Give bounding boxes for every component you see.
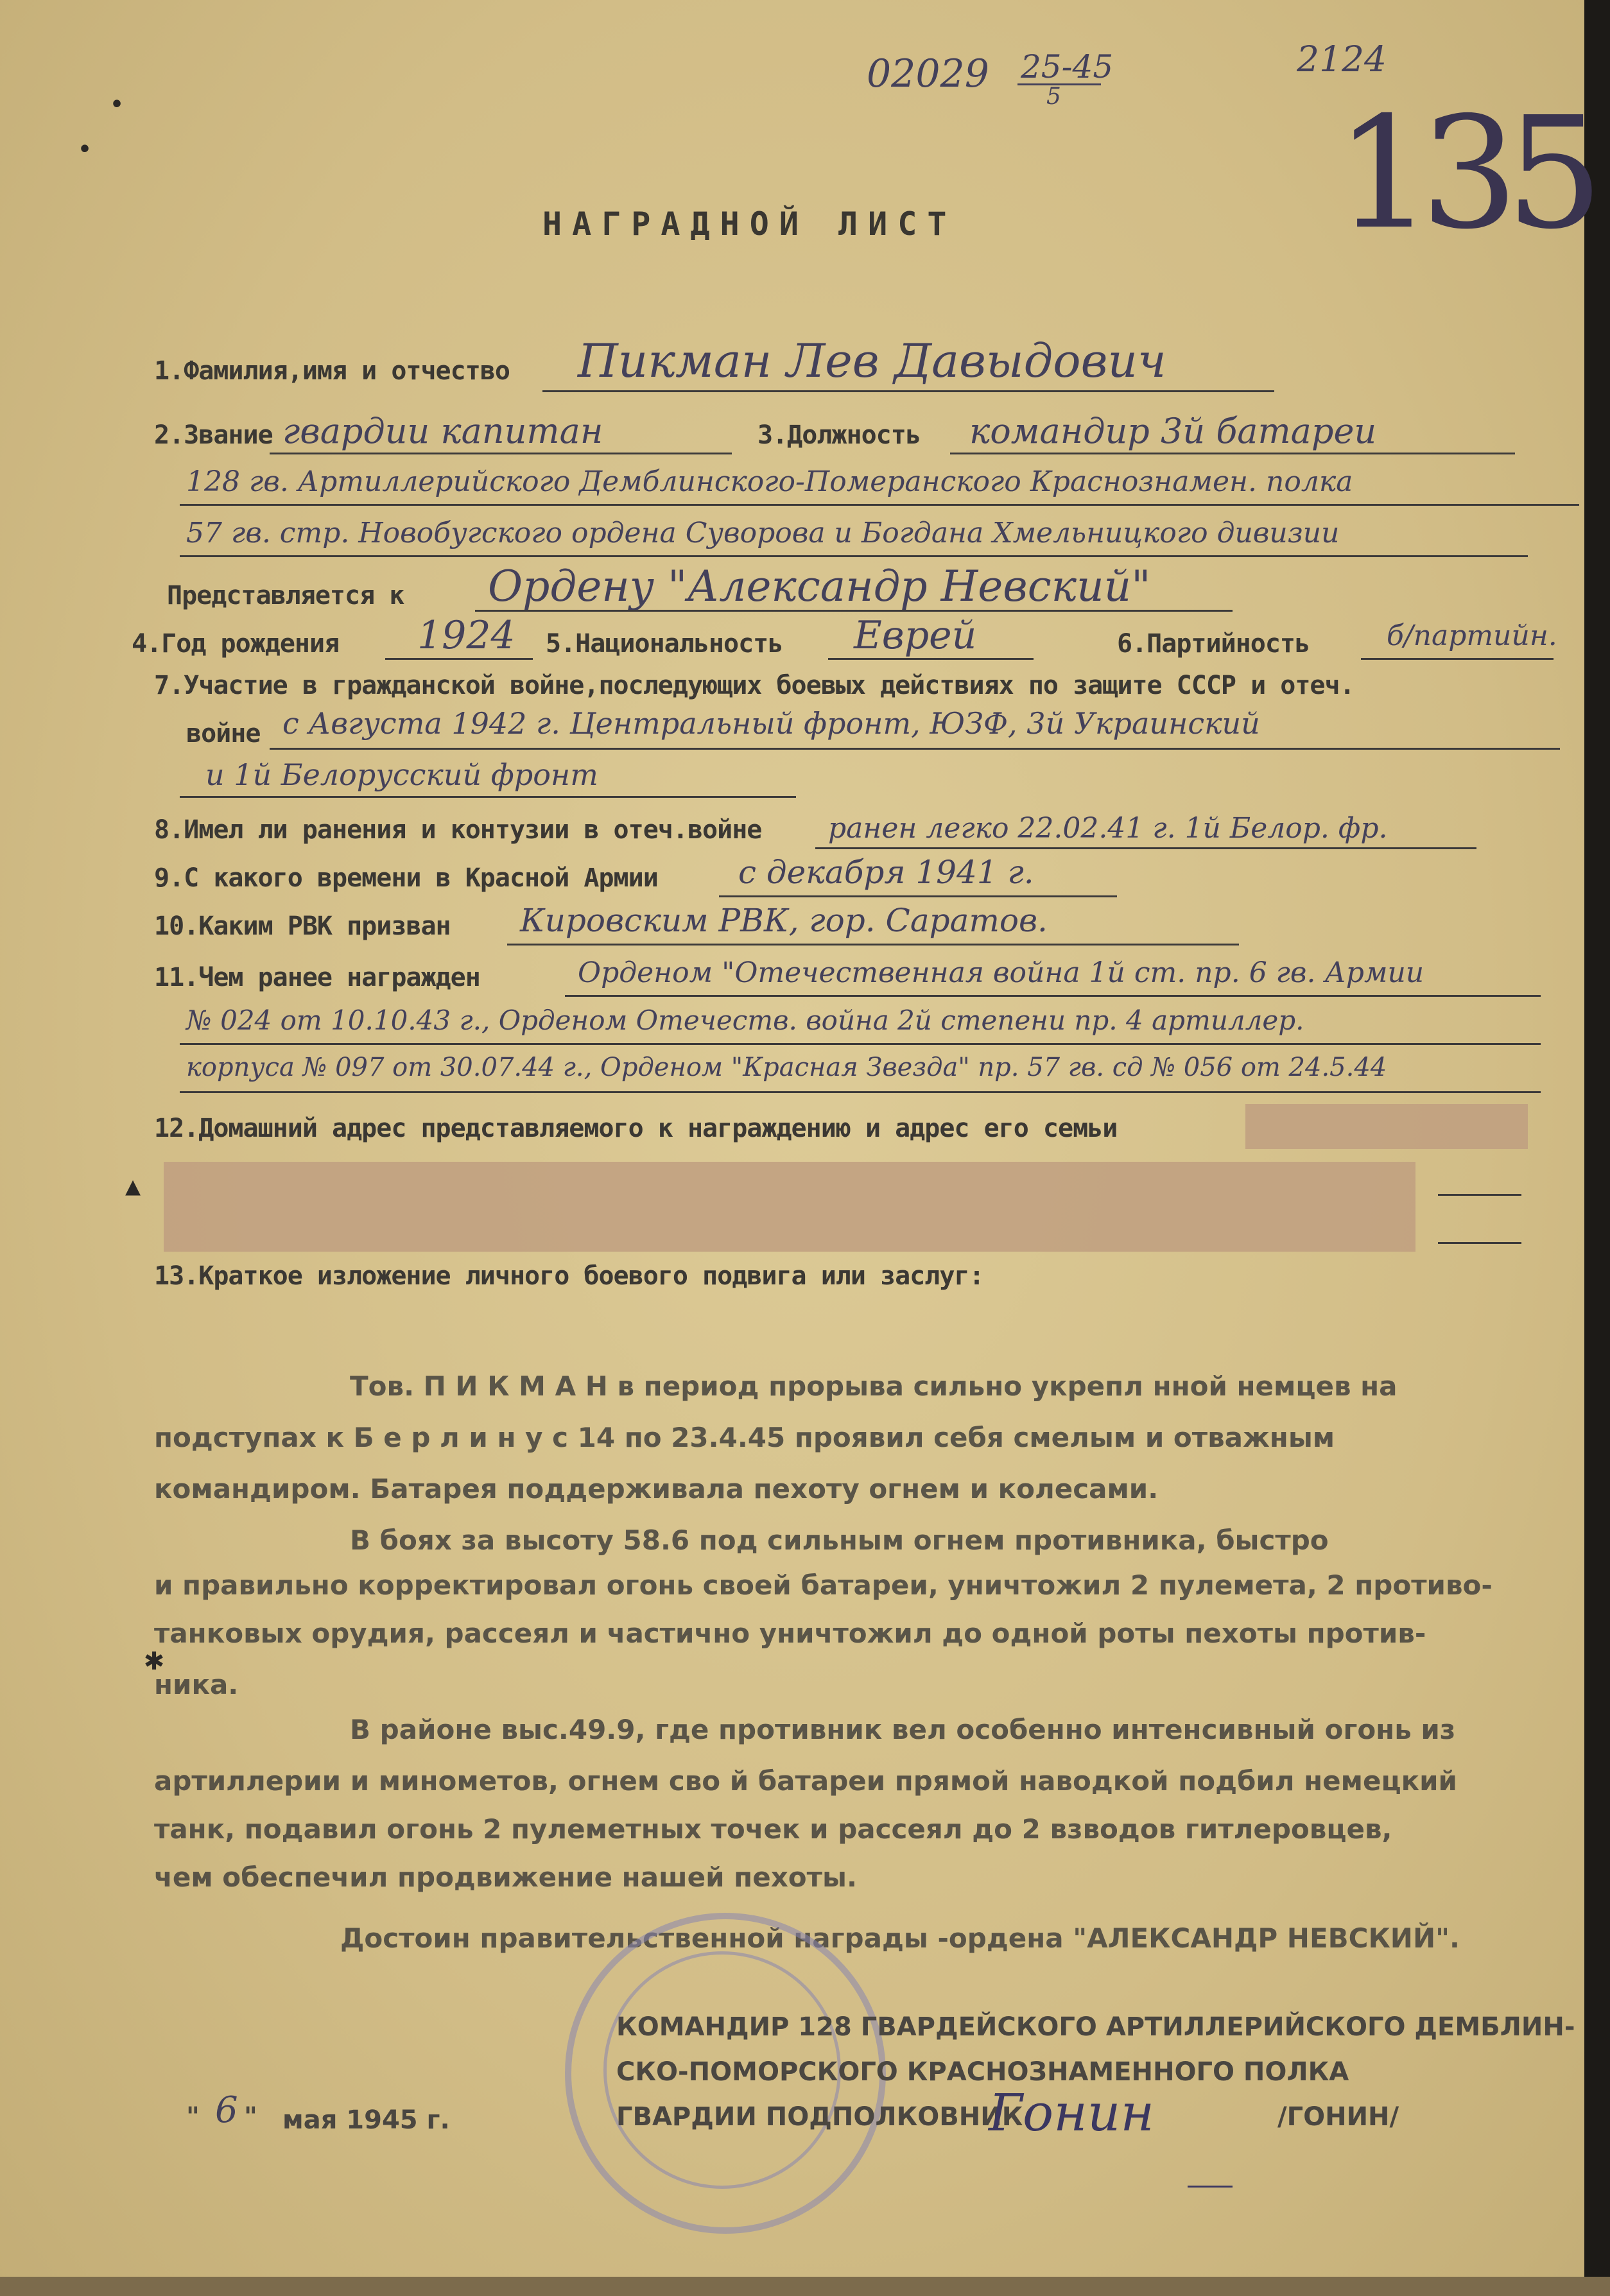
field-11-rule3 bbox=[180, 1091, 1541, 1093]
field-9-line bbox=[719, 895, 1117, 897]
field-9-label: 9.С какого времени в Красной Армии bbox=[154, 863, 658, 893]
field-6-value: б/партийн. bbox=[1387, 619, 1557, 652]
field-2-line bbox=[270, 453, 732, 454]
field-3-line2: 128 гв. Артиллерийского Демблинского-Померанского Краснознамен. полка bbox=[186, 465, 1353, 498]
date-close-quote: " bbox=[244, 2102, 257, 2132]
narrative-line: ника. bbox=[154, 1669, 239, 1700]
field-11-rule2 bbox=[180, 1043, 1541, 1045]
narrative-line: Тов. П И К М А Н в период прорыва сильно укрепл нной немцев на bbox=[350, 1370, 1398, 1402]
present-line bbox=[475, 610, 1233, 612]
narrative-line: В боях за высоту 58.6 под сильным огнем противника, быстро bbox=[350, 1524, 1329, 1556]
signature-dash bbox=[1188, 2186, 1233, 2188]
narrative-line: В районе выс.49.9, где противник вел особенно интенсивный огонь из bbox=[350, 1714, 1456, 1745]
field-5-label: 5.Национальность bbox=[546, 629, 783, 659]
margin-mark: • bbox=[109, 90, 125, 119]
present-label: Представляется к bbox=[167, 581, 404, 610]
field-8-value: ранен легко 22.02.41 г. 1й Белор. фр. bbox=[828, 812, 1388, 845]
field-6-line bbox=[1361, 658, 1554, 660]
fraction-top: 25-45 bbox=[1021, 48, 1114, 85]
scan-bottom-edge bbox=[0, 2277, 1610, 2296]
field-10-label: 10.Каким РВК призван bbox=[154, 911, 451, 941]
redaction-block bbox=[164, 1162, 1415, 1252]
field-8-label: 8.Имел ли ранения и контузии в отеч.войне bbox=[154, 815, 762, 845]
field-4-value: 1924 bbox=[417, 613, 515, 658]
field-7-label2: войне bbox=[186, 719, 261, 748]
archive-number: 02029 bbox=[867, 51, 989, 96]
field-7-value2: и 1й Белорусский фронт bbox=[205, 757, 598, 792]
signature-line-2: СКО-ПОМОРСКОГО КРАСНОЗНАМЕННОГО ПОЛКА bbox=[616, 2057, 1349, 2087]
narrative-line: танк, подавил огонь 2 пулеметных точек и рассеял до 2 взводов гитлеровцев, bbox=[154, 1813, 1392, 1845]
field-12-rule bbox=[1438, 1242, 1521, 1244]
document-title: НАГРАДНОЙ ЛИСТ bbox=[542, 205, 957, 243]
page-number: 2124 bbox=[1297, 39, 1387, 80]
signature-line-1: КОМАНДИР 128 ГВАРДЕЙСКОГО АРТИЛЛЕРИЙСКОГО ДЕМБЛИН- bbox=[616, 2012, 1575, 2042]
date-open-quote: " bbox=[186, 2102, 200, 2132]
redaction-block bbox=[1245, 1104, 1528, 1149]
field-10-value: Кировским РВК, гор. Саратов. bbox=[520, 902, 1048, 939]
initials-mark: 135 bbox=[1335, 83, 1591, 263]
field-10-line bbox=[507, 944, 1239, 945]
field-5-line bbox=[828, 658, 1034, 660]
field-1-label: 1.Фамилия,имя и отчество bbox=[154, 356, 510, 386]
field-12-rule bbox=[1438, 1194, 1521, 1196]
hole-punch-icon: ✱ bbox=[144, 1640, 164, 1677]
field-3-value: командир 3й батареи bbox=[969, 411, 1377, 451]
date-text: мая 1945 г. bbox=[282, 2105, 450, 2135]
field-3-rule2 bbox=[180, 504, 1579, 506]
field-7-value: с Августа 1942 г. Центральный фронт, ЮЗФ, 3й Украинский bbox=[282, 706, 1260, 741]
field-3-label: 3.Должность bbox=[757, 420, 921, 450]
field-11-line3: корпуса № 097 от 30.07.44 г., Орденом "Красная Звезда" пр. 57 гв. сд № 056 от 24.5.44 bbox=[186, 1053, 1387, 1082]
present-value: Ордену "Александр Невский" bbox=[488, 562, 1151, 611]
field-3-rule3 bbox=[180, 555, 1528, 557]
narrative-line: командиром. Батарея поддерживала пехоту огнем и колесами. bbox=[154, 1473, 1159, 1505]
field-7-label: 7.Участие в гражданской войне,последующих боевых действиях по защите СССР и отеч. bbox=[154, 671, 1355, 700]
field-8-line bbox=[815, 847, 1476, 849]
fraction-bottom: 5 bbox=[1046, 83, 1061, 110]
field-11-line bbox=[565, 995, 1541, 997]
signer-name: /ГОНИН/ bbox=[1277, 2102, 1399, 2132]
field-5-value: Еврей bbox=[854, 613, 977, 658]
field-12-label: 12.Домашний адрес представляемого к награждению и адрес его семьи bbox=[154, 1114, 1118, 1143]
scan-edge bbox=[1584, 0, 1610, 2296]
field-13-label: 13.Краткое изложение личного боевого подвига или заслуг: bbox=[154, 1261, 984, 1291]
field-9-value: с декабря 1941 г. bbox=[738, 854, 1034, 891]
margin-mark: • bbox=[77, 135, 93, 164]
narrative-line: артиллерии и минометов, огнем сво й батареи прямой наводкой подбил немецкий bbox=[154, 1765, 1457, 1797]
field-7-line bbox=[270, 748, 1560, 750]
field-2-value: гвардии капитан bbox=[282, 411, 603, 451]
narrative-line: подступах к Б е р л и н у с 14 по 23.4.45 проявил себя смелым и отважным bbox=[154, 1422, 1335, 1453]
narrative-line: и правильно корректировал огонь своей батареи, уничтожил 2 пулемета, 2 противо- bbox=[154, 1569, 1493, 1601]
date-day: 6 bbox=[215, 2089, 238, 2131]
field-3-line bbox=[950, 453, 1515, 454]
field-4-label: 4.Год рождения bbox=[132, 629, 340, 659]
narrative-conclusion: Достоин правительственной награды -ордена "АЛЕКСАНДР НЕВСКИЙ". bbox=[340, 1922, 1460, 1954]
field-6-label: 6.Партийность bbox=[1117, 629, 1310, 659]
field-2-label: 2.Звание bbox=[154, 420, 273, 450]
field-1-value: Пикман Лев Давыдович bbox=[578, 334, 1166, 388]
handwritten-signature: Гонин bbox=[989, 2083, 1155, 2143]
field-11-value: Орденом "Отечественная война 1й ст. пр. 6 гв. Армии bbox=[578, 956, 1424, 989]
field-7-rule2 bbox=[180, 796, 796, 798]
narrative-line: танковых орудия, рассеял и частично уничтожил до одной роты пехоты против- bbox=[154, 1618, 1426, 1649]
field-11-line2: № 024 от 10.10.43 г., Орденом Отечеств. война 2й степени пр. 4 артиллер. bbox=[186, 1005, 1304, 1036]
field-11-label: 11.Чем ранее награжден bbox=[154, 963, 480, 992]
field-1-line bbox=[542, 390, 1274, 392]
narrative-line: чем обеспечил продвижение нашей пехоты. bbox=[154, 1861, 857, 1893]
hole-punch-icon: ▲ bbox=[125, 1171, 141, 1201]
field-3-line3: 57 гв. стр. Новобугского ордена Суворова и Богдана Хмельницкого дивизии bbox=[186, 517, 1340, 549]
signature-line-3: ГВАРДИИ ПОДПОЛКОВНИК bbox=[616, 2102, 1023, 2132]
field-4-line bbox=[385, 658, 533, 660]
